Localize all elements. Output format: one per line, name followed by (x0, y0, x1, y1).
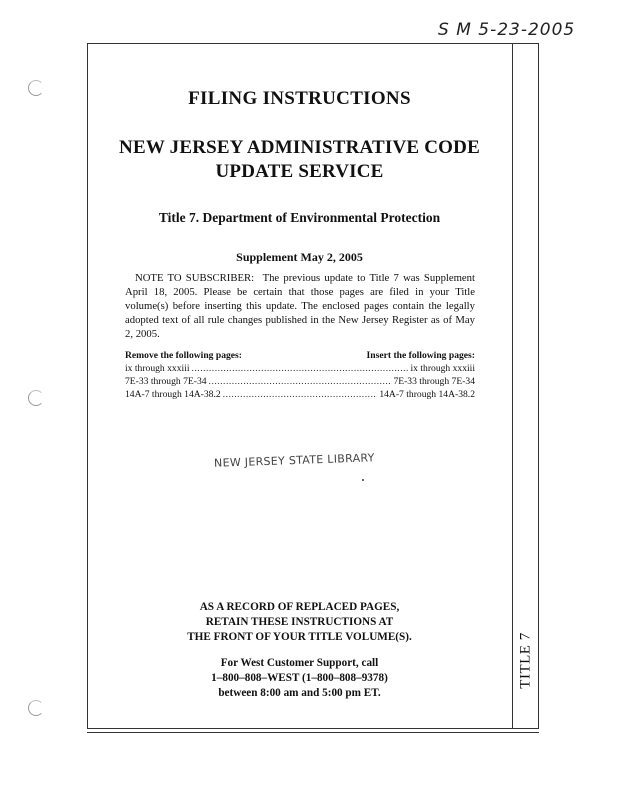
punch-hole-top (28, 80, 44, 96)
subtitle-line-2: UPDATE SERVICE (215, 161, 384, 182)
document-subtitle (87, 136, 512, 184)
dot-leader (192, 362, 409, 375)
retain-line-3: THE FRONT OF YOUR TITLE VOLUME(S). (187, 631, 412, 643)
note-lead: NOTE TO SUBSCRIBER: (135, 272, 255, 284)
support-line-1: For West Customer Support, call (220, 657, 379, 669)
retain-line-2: RETAIN THESE INSTRUCTIONS AT (205, 616, 394, 628)
retain-instructions (87, 600, 512, 645)
support-phone: 1–800–808–WEST (1–800–808–9378) (211, 672, 388, 684)
punch-hole-bottom (28, 700, 44, 716)
support-hours: between 8:00 am and 5:00 pm ET. (218, 687, 381, 699)
customer-support (87, 656, 512, 701)
table-row (125, 362, 475, 375)
note-body: The previous update to Title 7 was Supplement April 18, 2005. Please be certain that those pages are filed in your Title volume(s) before inserting this update. The enclosed pages contain the legally adopted text of all rule changes published in the New Jersey Register as of May 2, 2005. (125, 272, 475, 340)
insert-header: Insert the following pages: (366, 350, 475, 361)
title-tab-label: TITLE 7 (517, 631, 534, 689)
remove-pages: 14A-7 through 14A-38.2 (125, 389, 221, 400)
supplement-date: Supplement May 2, 2005 (236, 250, 363, 264)
title-tab (511, 620, 541, 700)
punch-hole-middle (28, 390, 44, 406)
insert-pages: ix through xxxiii (410, 363, 475, 374)
remove-pages: 7E-33 through 7E-34 (125, 376, 207, 387)
library-stamp: NEW JERSEY STATE LIBRARY (213, 451, 375, 470)
retain-line-1: AS A RECORD OF REPLACED PAGES, (199, 601, 400, 613)
note-to-subscriber (125, 271, 475, 341)
insert-pages: 14A-7 through 14A-38.2 (379, 389, 475, 400)
dot-leader (209, 375, 392, 388)
remove-pages: ix through xxxiii (125, 363, 190, 374)
handwritten-note: S M 5-23-2005 (438, 20, 576, 40)
remove-header: Remove the following pages: (125, 350, 242, 361)
document-title: FILING INSTRUCTIONS (188, 88, 411, 109)
insert-pages: 7E-33 through 7E-34 (393, 376, 475, 387)
page-replacement-table (125, 350, 475, 401)
table-row (125, 388, 475, 401)
bottom-rule (87, 732, 539, 733)
table-row (125, 375, 475, 388)
speck (362, 479, 364, 481)
title-heading: Title 7. Department of Environmental Protection (158, 210, 441, 225)
table-header (125, 350, 475, 361)
subtitle-line-1: NEW JERSEY ADMINISTRATIVE CODE (119, 137, 480, 158)
dot-leader (223, 388, 378, 401)
